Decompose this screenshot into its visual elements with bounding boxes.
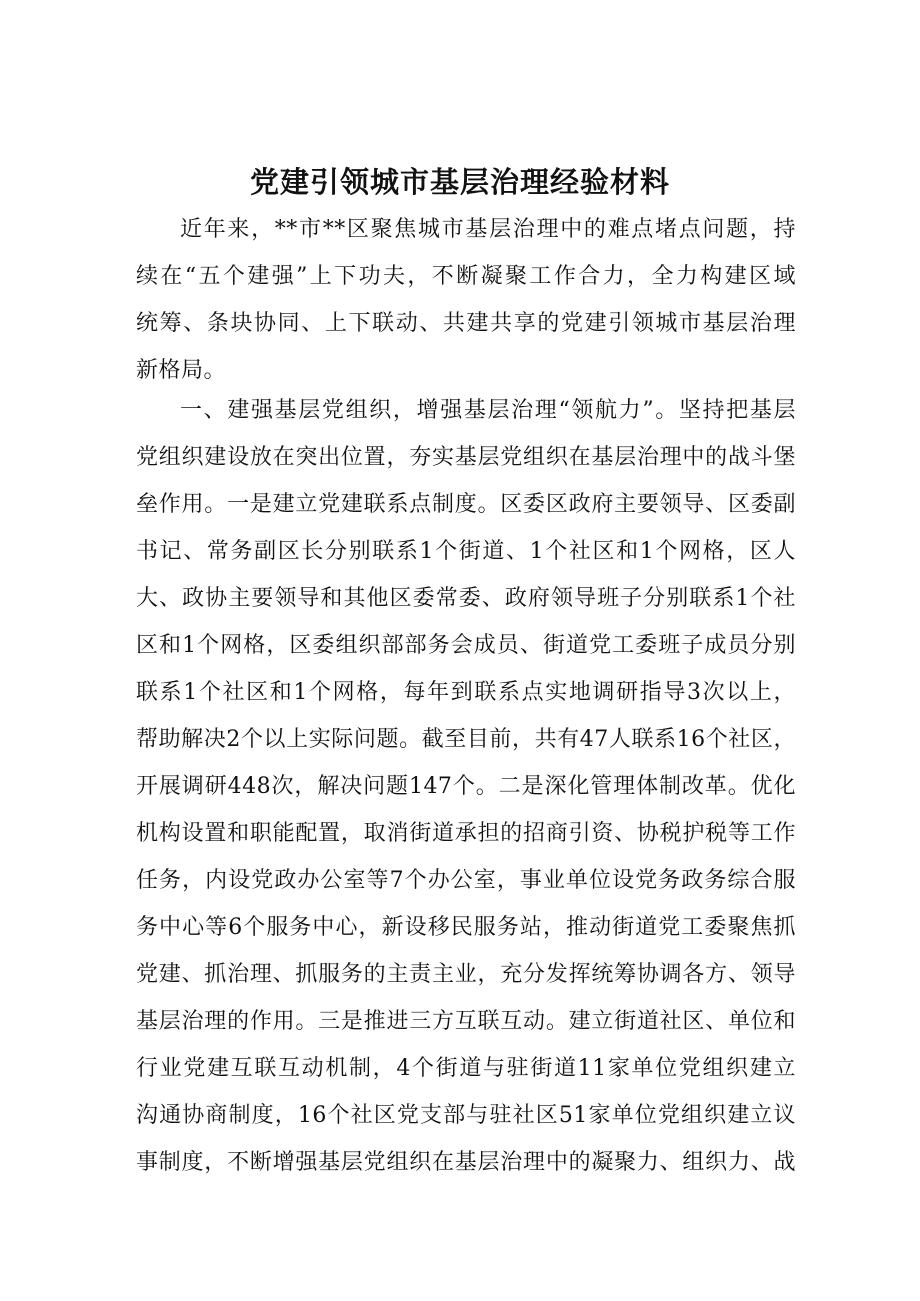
paragraph-line: 开展调研448次，解决问题147个。二是深化管理体制改革。优化 [136,774,796,799]
paragraph-line: 大、政协主要领导和其他区委常委、政府领导班子分别联系1个社 [136,586,796,611]
paragraph-line: 新格局。 [136,358,227,383]
paragraph-line: 行业党建互联互动机制，4个街道与驻街道11家单位党组织建立 [136,1056,796,1081]
paragraph-line: 书记、常务副区长分别联系1个街道、1个社区和1个网格，区人 [136,539,796,564]
paragraph-line: 近年来，**市**区聚焦城市基层治理中的难点堵点问题，持 [180,217,796,242]
paragraph-line: 任务，内设党政办公室等7个办公室，事业单位设党务政务综合服 [136,868,796,893]
paragraph-intro [136,206,796,394]
paragraph-line: 垒作用。一是建立党建联系点制度。区委区政府主要领导、区委副 [136,492,796,517]
paragraph-line: 沟通协商制度，16个社区党支部与驻社区51家单位党组织建立议 [136,1103,796,1128]
paragraph-line: 续在“五个建强”上下功夫，不断凝聚工作合力，全力构建区域 [136,264,796,289]
paragraph-line: 统筹、条块协同、上下联动、共建共享的党建引领城市基层治理 [136,311,796,336]
paragraph-line: 党组织建设放在突出位置，夯实基层党组织在基层治理中的战斗堡 [136,445,796,470]
paragraph-line: 机构设置和职能配置，取消街道承担的招商引资、协税护税等工作 [136,821,796,846]
paragraph-section-one [136,387,796,1186]
document-title: 党建引领城市基层治理经验材料 [249,165,670,199]
paragraph-line: 一、建强基层党组织，增强基层治理“领航力”。坚持把基层 [180,398,796,423]
paragraph-line: 基层治理的作用。三是推进三方互联互动。建立街道社区、单位和 [136,1009,796,1034]
paragraph-line: 党建、抓治理、抓服务的主责主业，充分发挥统筹协调各方、领导 [136,962,796,987]
paragraph-line: 务中心等6个服务中心，新设移民服务站，推动街道党工委聚焦抓 [136,915,796,940]
paragraph-line: 帮助解决2个以上实际问题。截至目前，共有47人联系16个社区， [136,727,796,752]
paragraph-line: 联系1个社区和1个网格，每年到联系点实地调研指导3次以上， [136,680,796,705]
paragraph-line: 事制度，不断增强基层党组织在基层治理中的凝聚力、组织力、战 [136,1150,796,1175]
paragraph-line: 区和1个网格，区委组织部部务会成员、街道党工委班子成员分别 [136,633,796,658]
